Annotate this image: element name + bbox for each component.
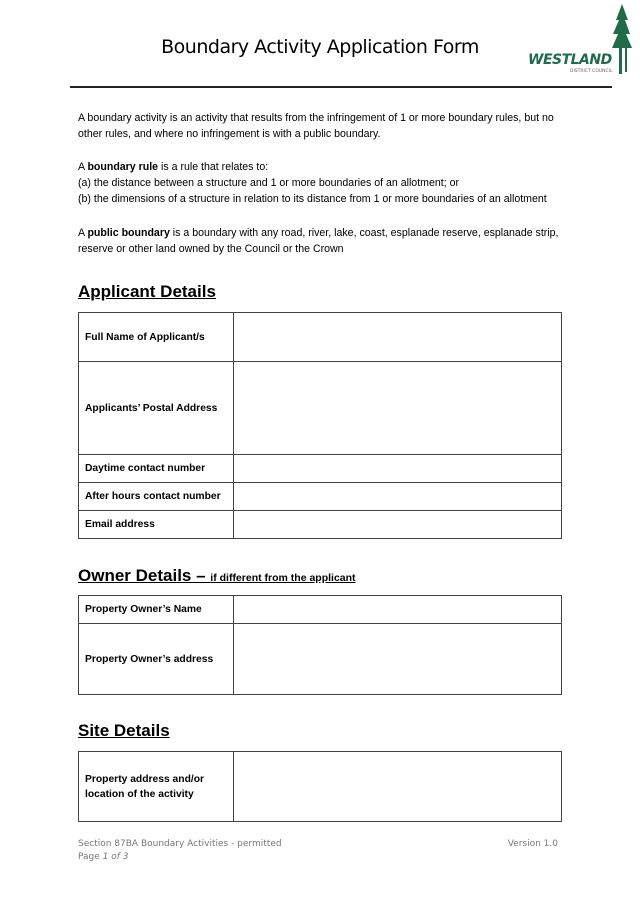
svg-text:DISTRICT COUNCIL: DISTRICT COUNCIL	[570, 69, 613, 74]
label: Applicants’ Postal Address	[79, 362, 234, 455]
westland-logo	[526, 2, 634, 74]
svg-text:WESTLAND: WESTLAND	[528, 52, 612, 68]
property-address-field[interactable]	[234, 752, 562, 822]
label: Daytime contact number	[79, 455, 234, 483]
heading-text: Owner Details –	[78, 566, 211, 585]
term: boundary rule	[87, 161, 159, 173]
header-divider	[70, 86, 612, 88]
label: Full Name of Applicant/s	[79, 313, 234, 362]
form-title: Boundary Activity Application Form	[161, 36, 479, 58]
boundary-rule-definition	[78, 159, 578, 207]
site-details-heading: Site Details	[78, 721, 170, 740]
label: Property address and/or location of the activity	[79, 752, 234, 822]
footer-section: Section 87BA Boundary Activities - permitted	[78, 839, 282, 849]
text: A	[78, 227, 88, 239]
current-page: 1	[102, 852, 109, 862]
site-details-table	[78, 751, 562, 822]
label: Property Owner’s address	[79, 624, 234, 695]
footer-version: Version 1.0	[507, 839, 558, 849]
label: Property Owner’s Name	[79, 596, 234, 624]
text: of	[108, 852, 123, 862]
postal-address-field[interactable]	[234, 362, 562, 455]
page-number	[78, 852, 129, 862]
clause-a: (a) the distance between a structure and 1 or more boundaries of an allotment; or	[78, 177, 460, 189]
owner-address-field[interactable]	[234, 624, 562, 695]
after-hours-contact-field[interactable]	[234, 483, 562, 511]
applicant-details-heading: Applicant Details	[78, 282, 216, 301]
public-boundary-definition	[78, 225, 578, 257]
owner-name-field[interactable]	[234, 596, 562, 624]
label: After hours contact number	[79, 483, 234, 511]
text: is a boundary with any road, river, lake, coast, esplanade reserve, esplanade strip, reserve or other land owned by the Council or the Crown	[78, 227, 559, 255]
clause-b: (b) the dimensions of a structure in relation to its distance from 1 or more boundaries of an allotment	[78, 193, 547, 205]
text: is a rule that relates to:	[158, 161, 269, 173]
daytime-contact-field[interactable]	[234, 455, 562, 483]
intro-paragraph: A boundary activity is an activity that results from the infringement of 1 or more boundary rules, but no other rules, and where no infringement is with a public boundary.	[78, 112, 554, 140]
full-name-field[interactable]	[234, 313, 562, 362]
applicant-details-table	[78, 312, 562, 539]
text: Page	[78, 852, 103, 862]
owner-details-heading	[78, 566, 356, 586]
term: public boundary	[87, 227, 170, 239]
heading-note: if different from the applicant	[210, 572, 356, 584]
text: A	[78, 161, 88, 173]
owner-details-table	[78, 595, 562, 695]
total-pages: 3	[122, 852, 129, 862]
label: Email address	[79, 511, 234, 539]
email-field[interactable]	[234, 511, 562, 539]
